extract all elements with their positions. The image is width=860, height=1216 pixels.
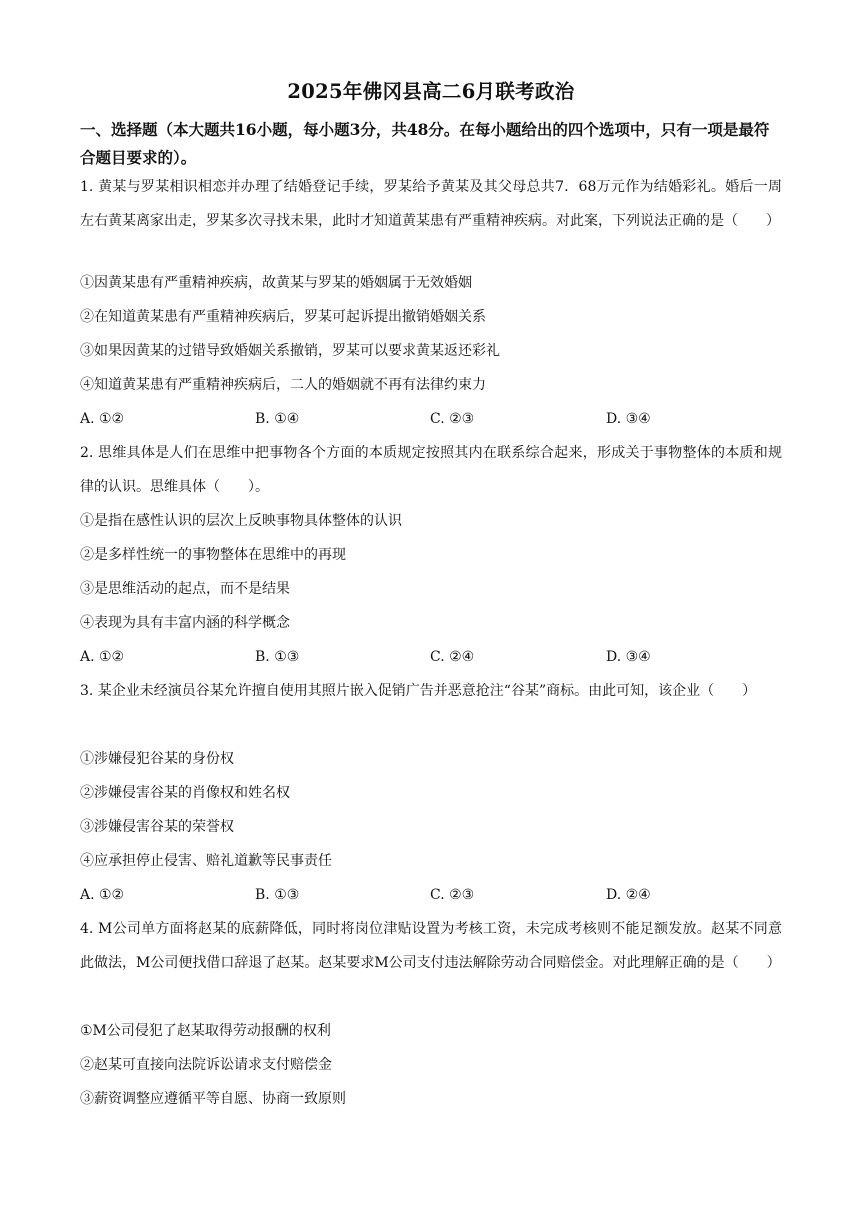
choice-c: C. ②③	[430, 887, 475, 903]
option-line: ③是思维活动的起点，而不是结果	[80, 581, 290, 597]
option-line: ③如果因黄某的过错导致婚姻关系撤销，罗某可以要求黄某返还彩礼	[80, 343, 500, 359]
question-stem: 4. M公司单方面将赵某的底薪降低，同时将岗位津贴设置为考核工资，未完成考核则不能足额发放。赵某不同意此做法，M公司便找借口辞退了赵某。赵某要求M公司支付违法解除劳动合同赔偿金。对此理解正确的是（ ）	[80, 921, 782, 971]
answer-choices	[80, 402, 782, 436]
choice-b: B. ①③	[255, 649, 300, 665]
option-line: ②是多样性统一的事物整体在思维中的再现	[80, 547, 346, 563]
choice-c: C. ②③	[430, 411, 475, 427]
option-line: ③涉嫌侵害谷某的荣誉权	[80, 819, 234, 835]
choice-c: C. ②④	[430, 649, 475, 665]
choice-b: B. ①④	[255, 411, 300, 427]
option-line: ②涉嫌侵害谷某的肖像权和姓名权	[80, 785, 290, 801]
option-line: ②在知道黄某患有严重精神疾病后，罗某可起诉提出撤销婚姻关系	[80, 309, 486, 325]
option-line: ④知道黄某患有严重精神疾病后，二人的婚姻就不再有法律约束力	[80, 377, 486, 393]
question-stem: 3. 某企业未经演员谷某允许擅自使用其照片嵌入促销广告并恶意抢注“谷某”商标。由此可知，该企业（ ）	[80, 683, 757, 699]
option-line: ①是指在感性认识的层次上反映事物具体整体的认识	[80, 513, 402, 529]
question-4	[80, 912, 782, 980]
choice-a: A. ①②	[80, 649, 125, 665]
choice-b: B. ①③	[255, 887, 300, 903]
option-line: ①涉嫌侵犯谷某的身份权	[80, 751, 234, 767]
choice-d: D. ③④	[606, 411, 651, 427]
choice-d: D. ②④	[606, 887, 651, 903]
question-stem: 1. 黄某与罗某相识相恋并办理了结婚登记手续，罗某给予黄某及其父母总共7．68万元作为结婚彩礼。婚后一周左右黄某离家出走，罗某多次寻找未果，此时才知道黄某患有严重精神疾病。对此案，下列说法正确的是（ ）	[80, 179, 782, 229]
answer-choices	[80, 640, 782, 674]
choice-a: A. ①②	[80, 411, 125, 427]
section-heading: 一、选择题（本大题共16小题，每小题3分，共48分。在每小题给出的四个选项中，只有一项是最符合题目要求的）。	[80, 120, 770, 167]
option-line: ④表现为具有丰富内涵的科学概念	[80, 615, 290, 631]
page-title: 2025年佛冈县高二6月联考政治	[287, 80, 575, 103]
option-line: ②赵某可直接向法院诉讼请求支付赔偿金	[80, 1057, 332, 1073]
choice-a: A. ①②	[80, 887, 125, 903]
question-3	[80, 674, 782, 708]
option-line: ①因黄某患有严重精神疾病，故黄某与罗某的婚姻属于无效婚姻	[80, 275, 472, 291]
question-1	[80, 170, 782, 238]
option-line: ③薪资调整应遵循平等自愿、协商一致原则	[80, 1091, 346, 1107]
question-stem: 2. 思维具体是人们在思维中把事物各个方面的本质规定按照其内在联系综合起来，形成关于事物整体的本质和规律的认识。思维具体（ ）。	[80, 445, 782, 495]
option-line: ①M公司侵犯了赵某取得劳动报酬的权利	[80, 1023, 331, 1039]
option-line: ④应承担停止侵害、赔礼道歉等民事责任	[80, 853, 332, 869]
answer-choices	[80, 878, 782, 912]
choice-d: D. ③④	[606, 649, 651, 665]
question-2	[80, 436, 782, 504]
